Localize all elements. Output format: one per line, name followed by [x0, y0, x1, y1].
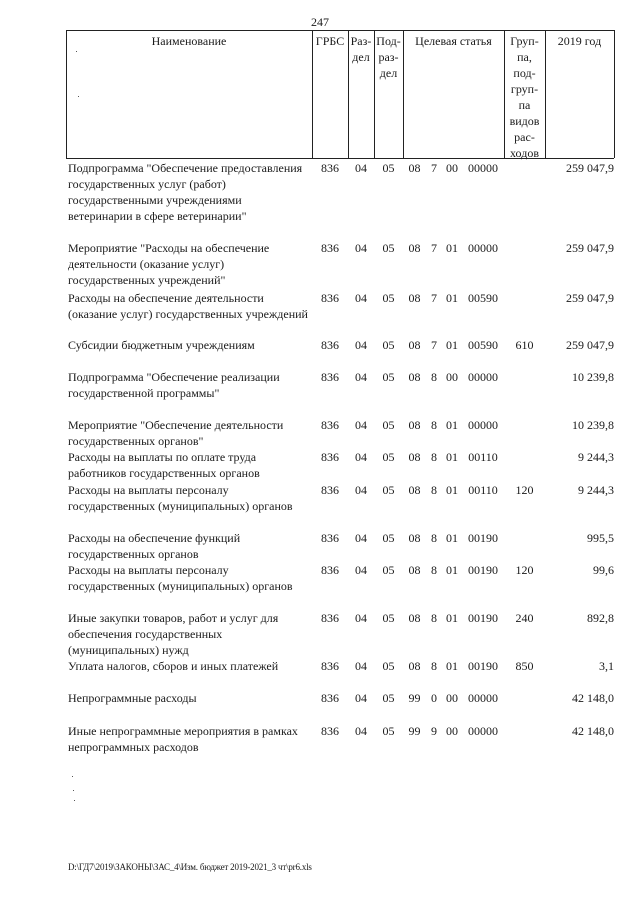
row-amount-cell: 99,6: [593, 563, 614, 577]
row-t1-cell: 08: [408, 450, 421, 464]
row-rz-cell: 04: [355, 483, 367, 497]
row-t3-cell: 01: [446, 611, 458, 625]
row-t2-cell: 7: [431, 161, 437, 175]
row-t1-cell: 08: [408, 338, 421, 352]
header-grbs: ГРБС: [315, 34, 345, 48]
row-amount-cell: 259 047,9: [566, 338, 614, 352]
row-grbs-cell: 836: [321, 483, 339, 497]
row-amount-cell: 259 047,9: [566, 291, 614, 305]
row-name: Непрограммные расходы: [68, 691, 197, 705]
row-t1-cell: 08: [408, 418, 421, 432]
row-name: Подпрограмма "Обеспечение предоставления государственных услуг (работ) государственными учреждениями ветеринарии в сфере ветеринарии": [68, 161, 303, 223]
row-amount-cell: 3,1: [599, 659, 614, 673]
header-razdel: Раз- дел: [350, 34, 372, 64]
row-pr-cell: 05: [382, 563, 395, 577]
row-amount-cell: 10 239,8: [572, 370, 614, 384]
scan-speck: [74, 800, 75, 801]
row-pr-cell: 05: [382, 450, 395, 464]
row-t1-cell: 08: [408, 291, 421, 305]
scan-speck: [73, 790, 74, 791]
row-grbs-cell: 836: [321, 370, 339, 384]
header-name: Наименование: [151, 34, 227, 48]
row-amount-cell: 9 244,3: [578, 450, 614, 464]
row-pr-cell: 05: [382, 370, 395, 384]
row-rz-cell: 04: [355, 291, 367, 305]
row-grbs-cell: 836: [321, 418, 339, 432]
row-t3-cell: 00: [446, 691, 458, 705]
row-t1-cell: 08: [408, 563, 421, 577]
row-t2-cell: 0: [431, 691, 437, 705]
row-t1-cell: 08: [408, 659, 421, 673]
row-pr-cell: 05: [382, 483, 395, 497]
row-t3-cell: 01: [446, 483, 458, 497]
row-t4-cell: 00000: [468, 370, 498, 384]
row-t3-cell: 01: [446, 291, 458, 305]
row-pr-cell: 05: [382, 611, 395, 625]
row-t4-cell: 00000: [468, 241, 498, 255]
row-rz-cell: 04: [355, 563, 367, 577]
row-pr-cell: 05: [382, 291, 395, 305]
row-grbs-cell: 836: [321, 291, 339, 305]
row-t4-cell: 00110: [468, 450, 498, 464]
row-pr-cell: 05: [382, 691, 395, 705]
row-rz-cell: 04: [355, 724, 367, 738]
row-name: Субсидии бюджетным учреждениям: [68, 338, 255, 352]
row-t1-cell: 08: [408, 241, 421, 255]
row-t3-cell: 01: [446, 659, 458, 673]
row-t2-cell: 8: [431, 659, 437, 673]
row-t3-cell: 01: [446, 531, 458, 545]
row-t4-cell: 00000: [468, 161, 498, 175]
row-pr-cell: 05: [382, 241, 395, 255]
row-grbs-cell: 836: [321, 338, 339, 352]
row-t3-cell: 01: [446, 450, 458, 464]
row-amount-cell: 10 239,8: [572, 418, 614, 432]
row-t4-cell: 00110: [468, 483, 498, 497]
row-t2-cell: 8: [431, 611, 437, 625]
row-t4-cell: 00000: [468, 691, 498, 705]
row-vr-cell: 120: [515, 483, 534, 497]
file-path-footer: D:\ГД7\2019\ЗАКОНЫ\ЗАС_4\Изм. бюджет 2019-2021_3 чт\pr6.xls: [68, 862, 312, 872]
row-amount-cell: 259 047,9: [566, 161, 614, 175]
row-name: Мероприятие "Обеспечение деятельности государственных органов": [68, 418, 284, 448]
row-t3-cell: 01: [446, 241, 458, 255]
row-pr-cell: 05: [382, 531, 395, 545]
row-vr-cell: 610: [515, 338, 534, 352]
row-amount-cell: 892,8: [587, 611, 614, 625]
row-rz-cell: 04: [355, 370, 367, 384]
row-t3-cell: 00: [446, 370, 458, 384]
row-amount-cell: 42 148,0: [572, 724, 614, 738]
row-t4-cell: 00590: [468, 291, 498, 305]
row-t3-cell: 00: [446, 161, 458, 175]
row-rz-cell: 04: [355, 241, 367, 255]
row-rz-cell: 04: [355, 338, 367, 352]
row-t4-cell: 00000: [468, 418, 498, 432]
row-t1-cell: 08: [408, 370, 421, 384]
row-name: Расходы на выплаты персоналу государственных (муниципальных) органов: [68, 483, 293, 513]
header-podrazdel: Под- раз- дел: [376, 34, 401, 80]
row-pr-cell: 05: [382, 338, 395, 352]
row-t1-cell: 08: [408, 531, 421, 545]
row-grbs-cell: 836: [321, 611, 339, 625]
row-t1-cell: 08: [408, 611, 421, 625]
row-t3-cell: 01: [446, 418, 458, 432]
scan-speck: [76, 51, 77, 52]
row-t4-cell: 00590: [468, 338, 498, 352]
row-name: Расходы на обеспечение деятельности (оказание услуг) государственных учреждений: [68, 291, 308, 321]
row-t1-cell: 08: [408, 161, 421, 175]
header-divider: [66, 30, 67, 158]
row-amount-cell: 259 047,9: [566, 241, 614, 255]
row-name: Подпрограмма "Обеспечение реализации государственной программы": [68, 370, 280, 400]
row-t1-cell: 99: [408, 691, 421, 705]
row-t2-cell: 7: [431, 291, 437, 305]
row-name: Уплата налогов, сборов и иных платежей: [68, 659, 279, 673]
row-t2-cell: 8: [431, 531, 437, 545]
row-t1-cell: 08: [408, 483, 421, 497]
row-grbs-cell: 836: [321, 531, 339, 545]
header-divider: [614, 30, 615, 158]
row-pr-cell: 05: [382, 418, 395, 432]
header-group: Груп- па, под- груп- па видов рас- ходов: [509, 34, 540, 160]
row-t2-cell: 7: [431, 338, 437, 352]
row-t2-cell: 8: [431, 563, 437, 577]
row-rz-cell: 04: [355, 611, 367, 625]
row-name: Мероприятие "Расходы на обеспечение деятельности (оказание услуг) государственных учреждений": [68, 241, 270, 287]
row-grbs-cell: 836: [321, 563, 339, 577]
row-t2-cell: 7: [431, 241, 437, 255]
row-t3-cell: 00: [446, 724, 458, 738]
page-number: 247: [311, 15, 329, 29]
row-pr-cell: 05: [382, 161, 395, 175]
scan-speck: [78, 96, 79, 97]
row-t2-cell: 8: [431, 370, 437, 384]
row-grbs-cell: 836: [321, 161, 339, 175]
row-t2-cell: 8: [431, 450, 437, 464]
scan-speck: [72, 776, 73, 777]
header-divider: [403, 30, 404, 158]
row-t2-cell: 8: [431, 418, 437, 432]
row-name: Иные закупки товаров, работ и услуг для обеспечения государственных (муниципальных) нужд: [68, 611, 279, 657]
row-amount-cell: 995,5: [587, 531, 614, 545]
header-year: 2019 год: [557, 34, 602, 48]
row-t4-cell: 00190: [468, 611, 498, 625]
header-target: Целевая статья: [415, 34, 492, 48]
row-name: Расходы на выплаты персоналу государственных (муниципальных) органов: [68, 563, 293, 593]
row-grbs-cell: 836: [321, 659, 339, 673]
row-t4-cell: 00190: [468, 563, 498, 577]
row-name: Иные непрограммные мероприятия в рамках непрограммных расходов: [68, 724, 298, 754]
header-divider: [545, 30, 546, 158]
row-vr-cell: 240: [515, 611, 534, 625]
row-pr-cell: 05: [382, 659, 395, 673]
row-t4-cell: 00190: [468, 531, 498, 545]
row-name: Расходы на выплаты по оплате труда работников государственных органов: [68, 450, 260, 480]
row-t1-cell: 99: [408, 724, 421, 738]
row-amount-cell: 9 244,3: [578, 483, 614, 497]
header-top-border: [66, 30, 614, 31]
row-grbs-cell: 836: [321, 691, 339, 705]
row-vr-cell: 850: [515, 659, 534, 673]
row-t4-cell: 00190: [468, 659, 498, 673]
row-pr-cell: 05: [382, 724, 395, 738]
row-name: Расходы на обеспечение функций государственных органов: [68, 531, 241, 561]
row-rz-cell: 04: [355, 691, 367, 705]
row-vr-cell: 120: [515, 563, 534, 577]
row-grbs-cell: 836: [321, 724, 339, 738]
row-t2-cell: 8: [431, 483, 437, 497]
row-rz-cell: 04: [355, 161, 367, 175]
row-rz-cell: 04: [355, 531, 367, 545]
row-grbs-cell: 836: [321, 450, 339, 464]
row-grbs-cell: 836: [321, 241, 339, 255]
row-rz-cell: 04: [355, 418, 367, 432]
row-t4-cell: 00000: [468, 724, 498, 738]
row-t3-cell: 01: [446, 338, 458, 352]
header-divider: [312, 30, 313, 158]
row-t2-cell: 9: [431, 724, 437, 738]
row-rz-cell: 04: [355, 450, 367, 464]
row-rz-cell: 04: [355, 659, 367, 673]
row-amount-cell: 42 148,0: [572, 691, 614, 705]
row-t3-cell: 01: [446, 563, 458, 577]
